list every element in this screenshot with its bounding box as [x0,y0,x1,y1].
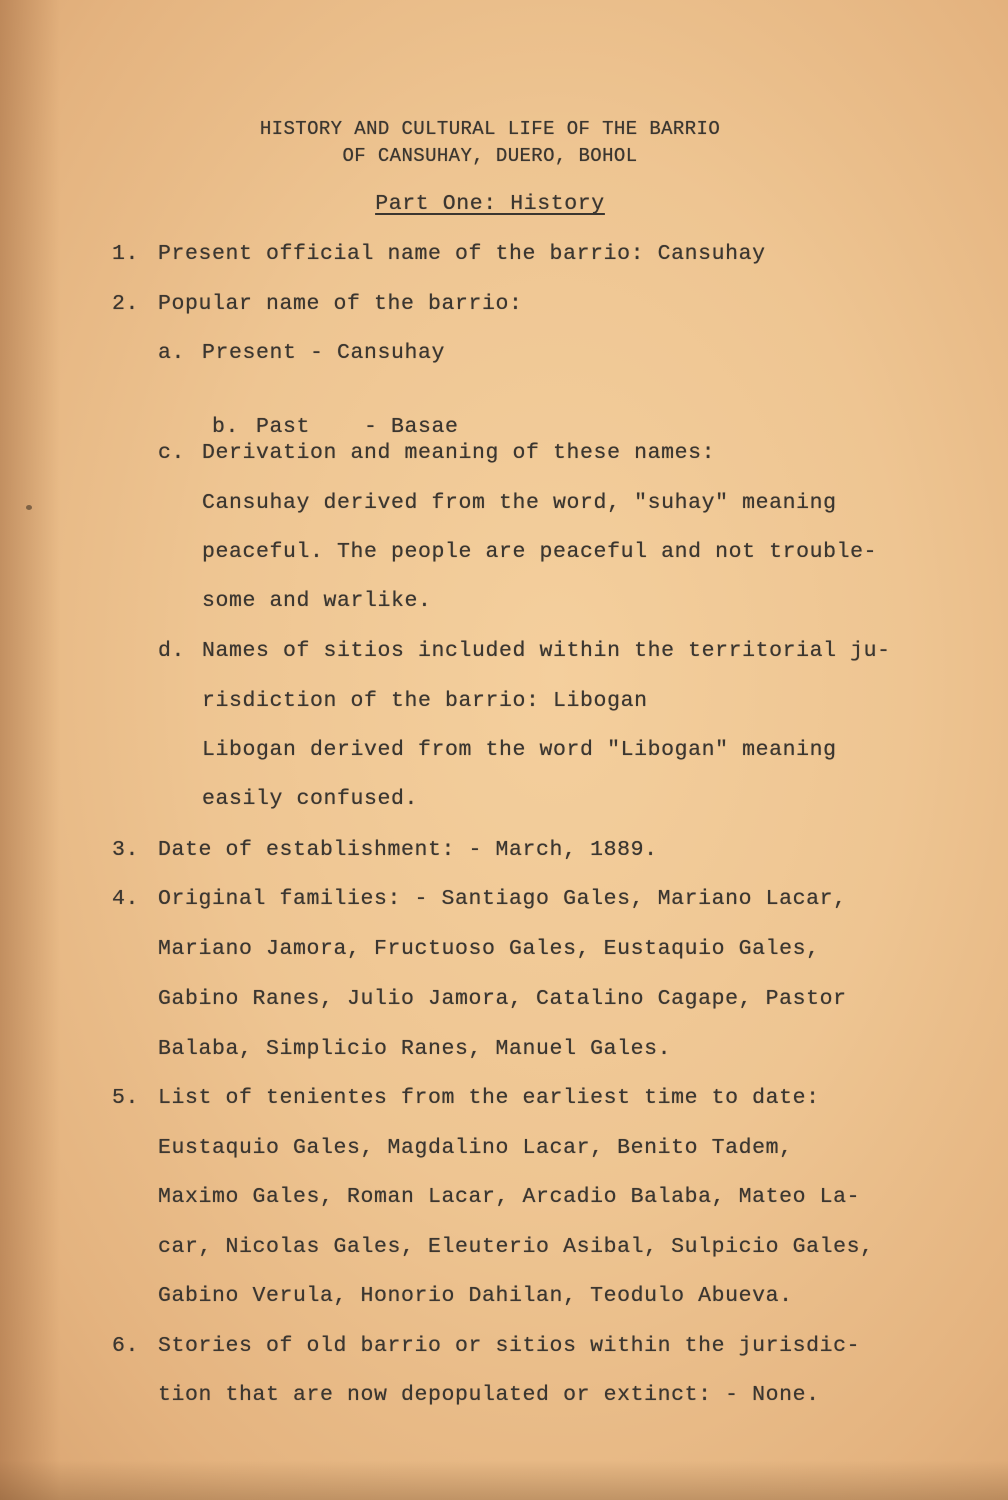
item-2 [112,292,523,316]
item-3-number: 3. [112,838,140,862]
document-title-line-1: HISTORY AND CULTURAL LIFE OF THE BARRIO [259,118,721,140]
item-4 [112,887,847,911]
item-4-line-1: Original families: - Santiago Gales, Mariano Lacar, [158,887,847,911]
item-4-line-3: Gabino Ranes, Julio Jamora, Catalino Cagape, Pastor [158,987,847,1011]
item-2c [158,441,715,465]
item-5-number: 5. [112,1086,140,1110]
item-2a-label: a. [158,341,186,365]
item-2-number: 2. [112,292,140,316]
item-3-text: Date of establishment: - March, 1889. [158,838,658,862]
item-2d [158,639,891,663]
item-1-number: 1. [112,242,140,266]
item-6-number: 6. [112,1334,140,1358]
item-2c-label: c. [158,441,186,465]
item-2-text: Popular name of the barrio: [158,292,523,316]
item-2d-label: d. [158,639,186,663]
item-2c-paragraph-line-2: peaceful. The people are peaceful and not trouble- [202,540,878,564]
item-2a [158,341,445,365]
document-title-line-2: OF CANSUHAY, DUERO, BOHOL [342,145,638,167]
item-5-line-3: Maximo Gales, Roman Lacar, Arcadio Balaba, Mateo La- [158,1185,861,1209]
part-heading-text: Part One: History [375,192,605,216]
item-6-line-1: Stories of old barrio or sitios within the jurisdic- [158,1334,861,1358]
ink-smudge [26,505,32,510]
item-2c-paragraph-line-1: Cansuhay derived from the word, "suhay" meaning [202,491,837,515]
item-1 [112,242,766,266]
item-3 [112,838,658,862]
item-1-text: Present official name of the barrio: Cansuhay [158,242,766,266]
item-2c-text: Derivation and meaning of these names: [202,441,716,465]
item-4-line-2: Mariano Jamora, Fructuoso Gales, Eustaquio Gales, [158,937,820,961]
item-5 [112,1086,820,1110]
item-6 [112,1334,860,1358]
item-5-line-1: List of tenientes from the earliest time to date: [158,1086,820,1110]
item-2a-text: Present - Cansuhay [202,341,446,365]
item-2b-text: Past - Basae [256,415,459,439]
item-5-line-2: Eustaquio Gales, Magdalino Lacar, Benito Tadem, [158,1136,793,1160]
item-2c-paragraph-line-3: some and warlike. [202,589,432,613]
item-4-number: 4. [112,887,140,911]
item-4-line-4: Balaba, Simplicio Ranes, Manuel Gales. [158,1037,672,1061]
item-5-line-5: Gabino Verula, Honorio Dahilan, Teodulo Abueva. [158,1284,793,1308]
part-heading [160,192,820,216]
item-2d-paragraph-line-1: risdiction of the barrio: Libogan [202,689,648,713]
item-2b-label: b. [212,415,240,439]
item-5-line-4: car, Nicolas Gales, Eleuterio Asibal, Sulpicio Gales, [158,1235,874,1259]
item-2d-paragraph-line-2: Libogan derived from the word "Libogan" meaning [202,738,837,762]
item-6-line-2: tion that are now depopulated or extinct: - None. [158,1383,820,1407]
item-2d-text: Names of sitios included within the territorial ju- [202,639,891,663]
item-2d-paragraph-line-3: easily confused. [202,787,419,811]
